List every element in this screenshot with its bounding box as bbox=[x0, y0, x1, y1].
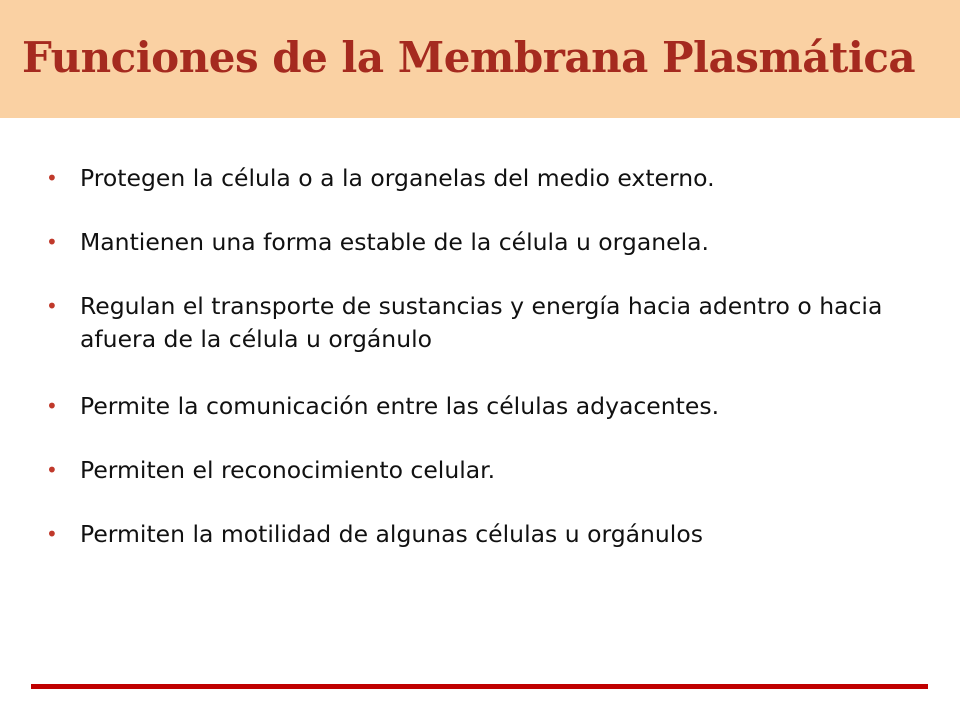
bullet-item bbox=[46, 454, 926, 487]
bullet-item bbox=[46, 390, 926, 423]
bullet-dot: • bbox=[46, 458, 58, 482]
slide-title: Funciones de la Membrana Plasmática bbox=[22, 33, 916, 82]
bullet-dot: • bbox=[46, 166, 58, 190]
bullet-text: Permite la comunicación entre las células adyacentes. bbox=[80, 392, 720, 420]
bullet-text: Permiten el reconocimiento celular. bbox=[80, 456, 496, 484]
bullet-item bbox=[46, 226, 926, 259]
bullet-item bbox=[46, 518, 926, 551]
bullet-dot: • bbox=[46, 230, 58, 254]
bullet-dot: • bbox=[46, 294, 58, 318]
bullet-dot: • bbox=[46, 522, 58, 546]
bullet-text: Regulan el transporte de sustancias y energía hacia adentro o hacia afuera de la célula u orgánulo bbox=[80, 292, 883, 353]
bullet-item bbox=[46, 290, 926, 356]
bullet-text: Protegen la célula o a la organelas del medio externo. bbox=[80, 164, 715, 192]
bullet-text: Mantienen una forma estable de la célula u organela. bbox=[80, 228, 710, 256]
bullet-dot: • bbox=[46, 394, 58, 418]
bullet-item bbox=[46, 162, 926, 195]
bullet-text: Permiten la motilidad de algunas células u orgánulos bbox=[80, 520, 703, 548]
footer-rule bbox=[31, 684, 928, 689]
